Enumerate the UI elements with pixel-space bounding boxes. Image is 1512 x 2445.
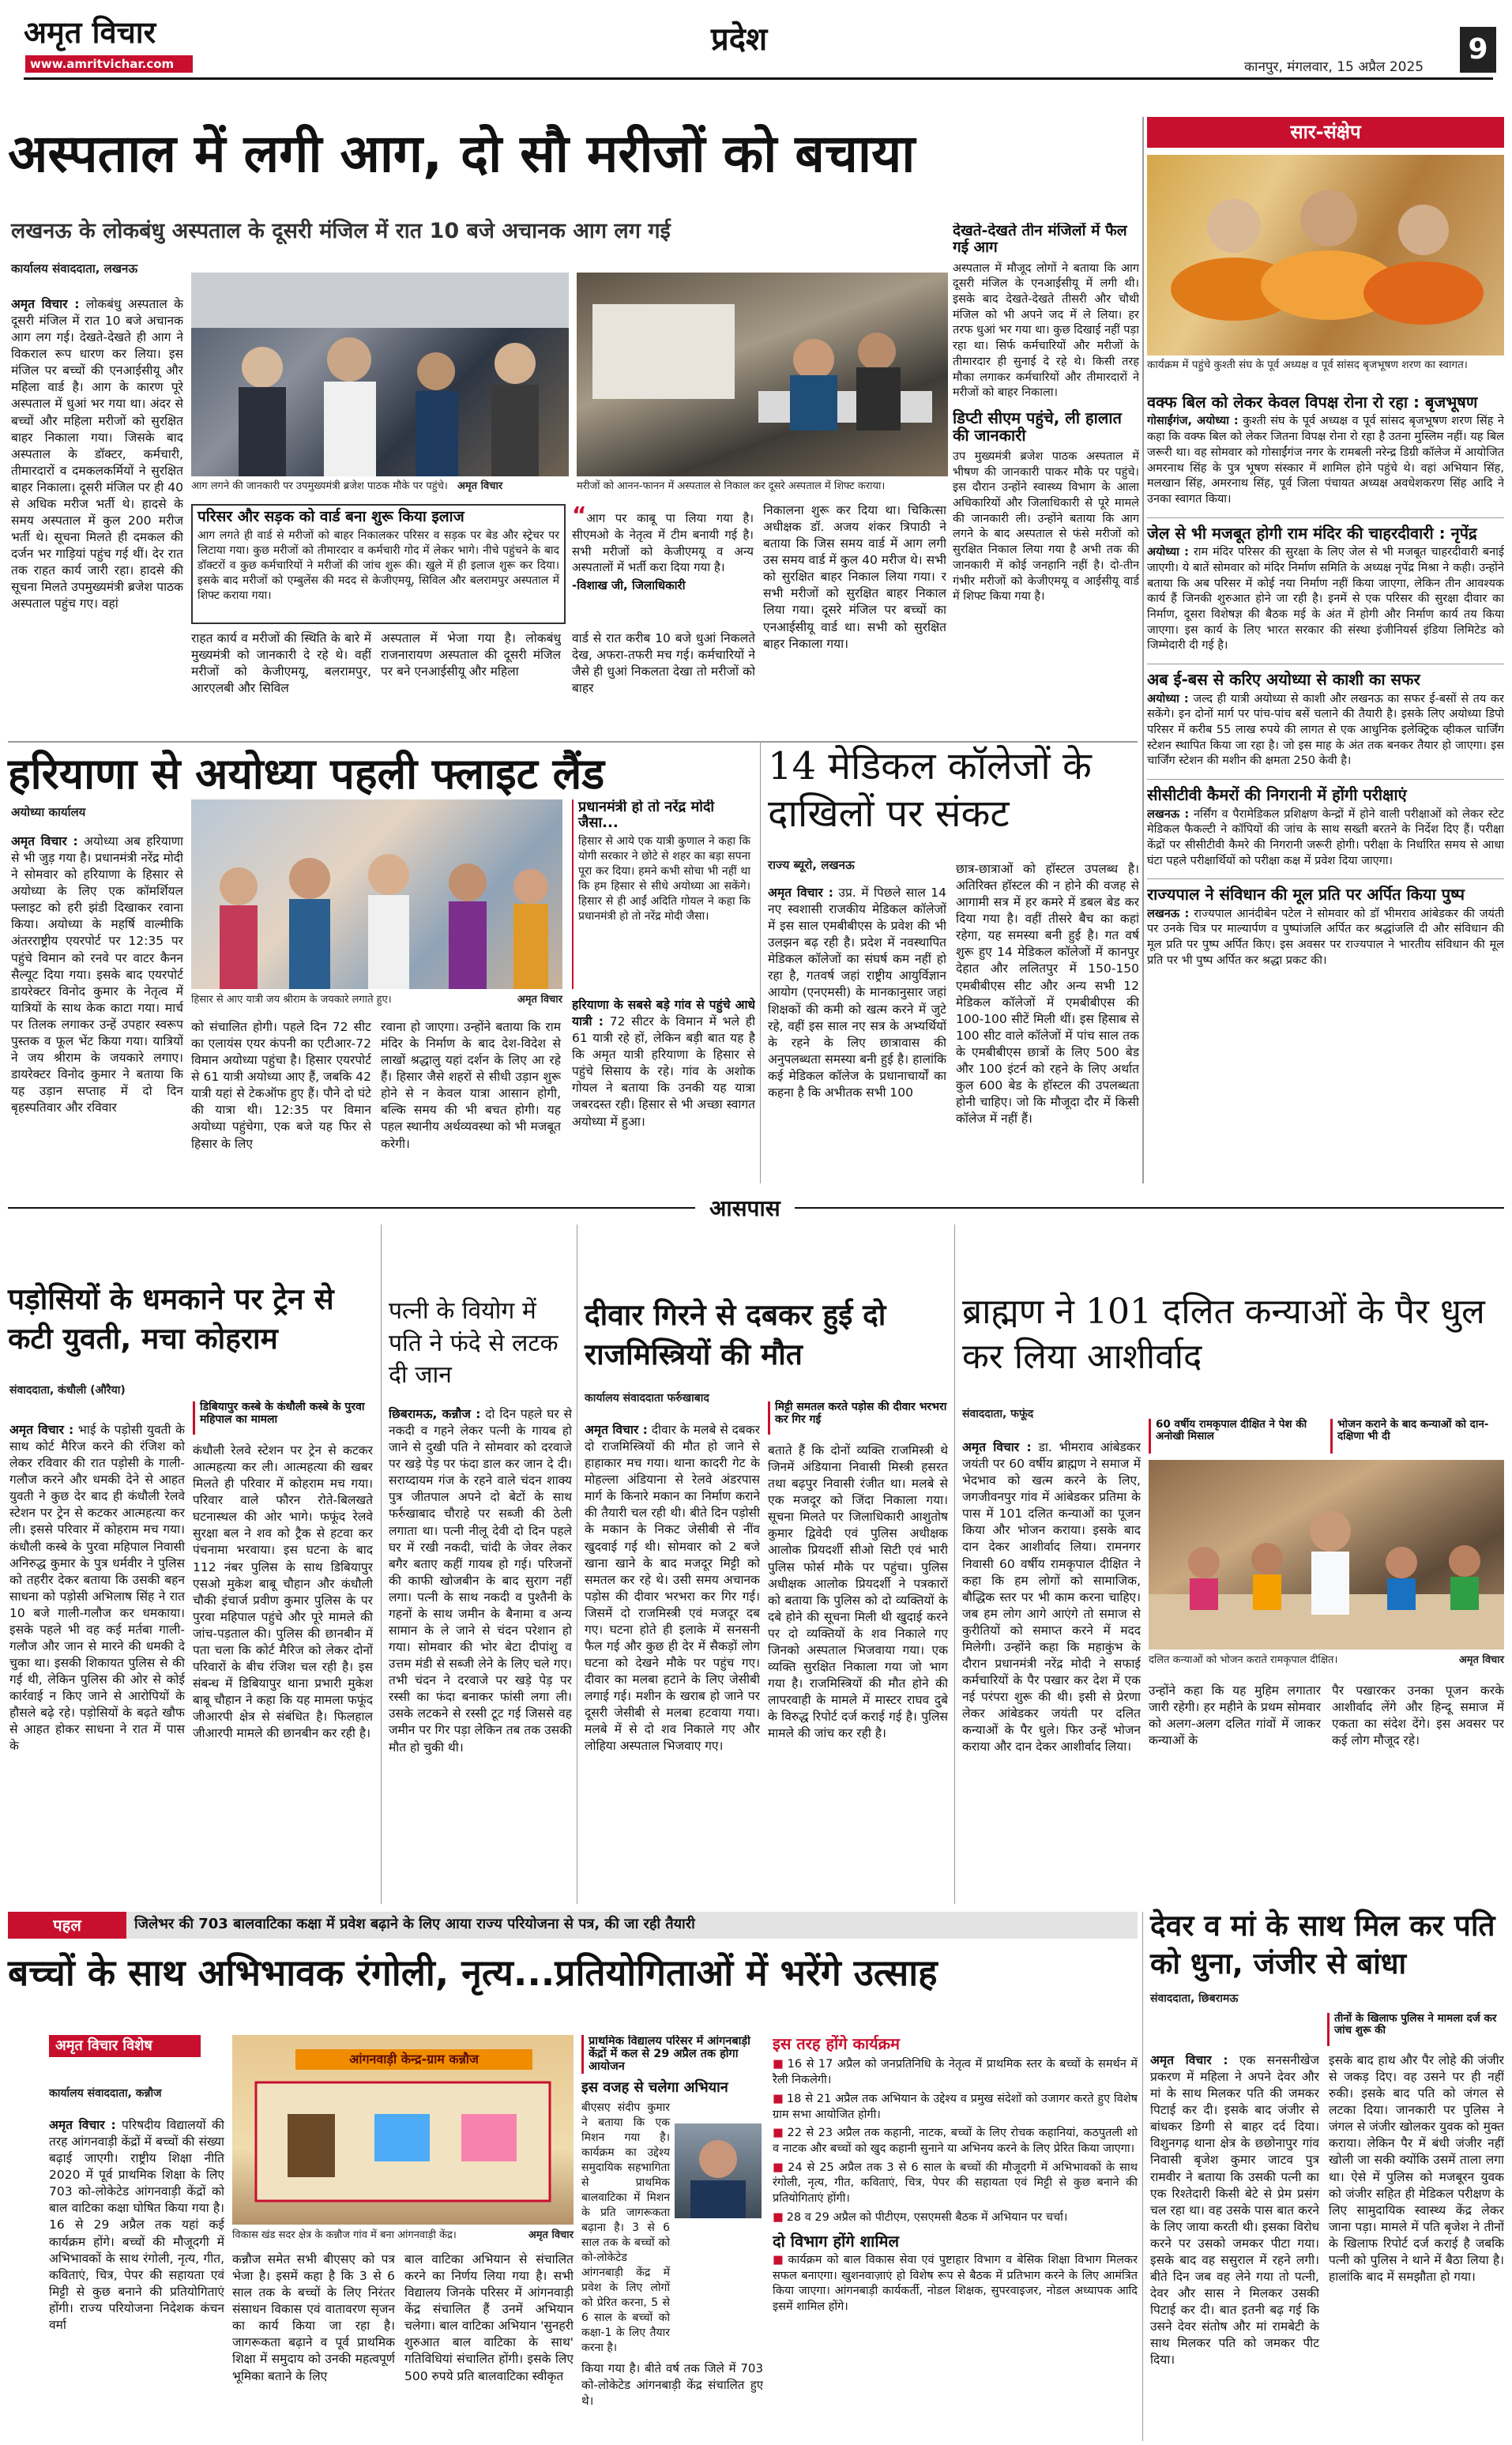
patni-text-1: दो दिन पहले घर से नकदी व गहने लेकर पत्नी के गायब हो जाने से दुखी पति ने सोमवार को दरवाजे पर खड़े पेड़ पर फंदा डाल कर जान दे दी। सराय्दायम गंज के रहने वाले चंदन शाक्य पुत्र जीतपाल अपने दो बेटों के साथ फर्रुखाबाद चौराहे पर सब्जी की ठेली लगाता था। पत्नी नीलू देवी दो दिन पहले घर में रखी नकदी, चांदी के जेवर लेकर बगैर बताए कहीं गायब हो गई। परिजनों की काफी खोजबीन के बाद सुराग नहीं लगा। पत्नी के साथ नकदी व पुश्तैनी के गहनों के साथ जमीन के बैनामा व अन्य सामान के ले जाने से चंदन परेशान हो गया। सोमवार की भोर बेटा दीपांशु व उत्तम मंडी से सब्जी लेने के लिए चले गए। तभी चंदन ने दरवाजे पर खड़े पेड़ पर रस्सी का फंदा बनाकर फांसी लगा ली। उसके लटकने से रस्सी टूट गई जिससे वह जमीन पर गिर पड़ा लेकिन तब तक उसकी मौत हो चुकी थी। (389, 1407, 572, 1755)
fire-inset-text: आग लगते ही वार्ड से मरीजों को बाहर निकालकर परिसर व सड़क पर बेड और स्ट्रेचर पर लिटाया गया। कुछ मरीजों को तीमारदार व कर्मचारी गोद में लेकर भागे। नीचे पहुंचने के बाद डॉक्टरों व कुछ कर्मचारियों ने मरीजों की जांच शुरू की। खुले में ही इलाज शुरू कर दिया। इसके बाद मरीजों को एम्बुलेंस की मदद से केजीएमयू, सिविल और बलरामपुर अस्पताल में शिफ्ट कराया गया। (197, 529, 559, 603)
stretcher-illustration (577, 273, 948, 476)
fire-sidebar (953, 223, 1139, 736)
fire-photo-1-caption (191, 480, 569, 494)
anganwadi-sign: आंगनवाड़ी केन्द्र-ग्राम कन्नौज (295, 2049, 532, 2070)
haryana-lead: अमृत विचार : (11, 834, 78, 848)
pahal-banner (8, 1912, 1138, 1939)
medical-text-1: उप्र. में पिछले साल 14 नए स्वशासी राजकीय मेडिकल कॉलेजों में इस साल एमबीबीएस के प्रवेश की भी उलझन बढ़ रही है। प्रदेश में नवस्थापित मेडिकल कॉलेजों का संघर्ष कम नहीं हो रहा है, गतवर्ष जहां राष्ट्रीय आयुर्विज्ञान आयोग (एनएमसी) के मानकानुसार जहां शिक्षकों की कमी को खत्म करने में जुटे रहे, वहीं इस साल नए सत्र के अभ्यर्थियों के रहने के लिए छात्रावास की अनुपलब्धता समस्या बनी हुई है। हालांकि कई मेडिकल कॉलेज के प्रधानाचार्यों का कहना है कि अभीतक सभी 100 (768, 886, 946, 1100)
padosi-kicker-text: डिबियापुर कस्बे के कंधौली कस्बे के पुरवा महिपाल का मामला (200, 1401, 365, 1426)
pahal-box (581, 2035, 763, 2434)
haryana-col4-text: 72 सीटर के विमान में भले ही 61 यात्री रहे हों, लेकिन बड़ी बात यह है कि अमृत यात्री हरियाणा के हिसार से पहुंचे सिसाय के रहे। गांव के अशोक गोयल ने बताया कि उनकी यह यात्रा जबरदस्त रही। हिसार से भी अच्छा स्वागत अयोध्या में हुआ। (572, 1014, 755, 1129)
prog-text: 18 से 21 अप्रैल तक अभियान के उद्देश्य व प्रमुख संदेशों को उजागर करते हुए विशेष ग्राम सभा आयोजित होगी। (773, 2092, 1138, 2121)
aaspaas-label: आसपास (695, 1194, 795, 1222)
pahal-prog-item (773, 2057, 1138, 2088)
padosi-column-1 (9, 1422, 185, 1888)
fire-sidebar-title: देखते-देखते तीन मंजिलों में फैल गई आग (953, 223, 1127, 257)
fire-dycm-title: डिप्टी सीएम पहुंचे, ली हालात की जानकारी (953, 408, 1122, 446)
photo-credit: अमृत विचार (1458, 1654, 1504, 1666)
sar-item-title: राज्यपाल ने संविधान की मूल प्रति पर अर्पित किया पुष्प (1147, 885, 1465, 905)
brahman-text-1: डा. भीमराव आंबेडकर जयंती पर 60 वर्षीय ब्राह्मण ने समाज में भेदभाव को खत्म करने के लिए, जगजीवनपुर गांव में आंबेडकर प्रतिमा के पास में 101 दलित कन्याओं का पूजन किया और भोजन कराया। इसके बाद दान देकर आशीर्वाद लिया। रामनगर निवासी 60 वर्षीय रामकृपाल दीक्षित ने कहा कि हम लोगों को सामाजिक, बौद्धिक स्तर पर भी काम करना चाहिए। जब हम लोग आगे आएंगे तो समाज से कुरीतियों को समाप्त करने में मदद मिलेगी। उन्होंने कहा कि महाकुंभ के दौरान प्रधानमंत्री नरेंद्र मोदी ने सफाई कर्मचारियों के पैर पखार कर देश में एक नई परंपरा शुरू की थी। इसी से प्रेरणा लेकर आंबेडकर जयंती पर दलित कन्याओं के पैर धुले। फिर उन्हें भोजन कराया और दान देकर आशीर्वाद लिया। (962, 1440, 1141, 1755)
caption-text: विकास खंड सदर क्षेत्र के कन्नौज गांव में बना आंगनवाड़ी केंद्र। (232, 2229, 457, 2241)
deewar-column-2: बताते हैं कि दोनों व्यक्ति राजमिस्त्री थे जिनमें अंडियाना निवासी मिस्त्री हसरत तथा बढ़पुर निवासी रंजीत था। मलबे से एक मजदूर को जिंदा निकाला गया। सूचना मिलते पर जिलाधिकारी आशुतोष कुमार द्विवेदी एवं पुलिस अधीक्षक आलोक प्रियदर्शी सीओ सिटी एवं भारी पुलिस फोर्स मौके पर पहुंचा। पुलिस अधीक्षक आलोक प्रियदर्शी ने पत्रकारों को बताया कि पुलिस को दो व्यक्तियों के दबे होने की सूचना मिली थी खुदाई करने पर दो व्यक्तियों के शव निकाले गए जिनको अस्पताल भिजवाया गया। एक व्यक्ति सुरक्षित निकाला गया जो भाग गया है। राजमिस्त्रियों की मौत होने की लापरवाही के मामले में मास्टर राघव दुबे के विरुद्ध रिपोर्ट दर्ज कराई गई है। पुलिस मामले की जांच कर रही है। (768, 1443, 948, 1741)
deewar-headline: दीवार गिरने से दबकर हुई दो राजमिस्त्रियों की मौत (585, 1298, 886, 1371)
quote-body: आग पर काबू पा लिया गया है। सीएमओ के नेतृत्व में टीम बनायी गई है। सभी मरीजों को केजीएमयू व अन्य अस्पतालों में भर्ती करा दिया गया है। (572, 511, 754, 575)
sar-item-body: राज्यपाल आनंदीबेन पटेल ने सोमवार को डॉ भीमराव आंबेडकर की जयंती पर उनके चित्र पर माल्यार्पण व पुष्पांजलि अर्पित कर श्रद्धांजलि दी और संविधान की मूल प्रति पर पुष्प अर्पित किए। इस अवसर पर राज्यपाल ने भारतीय संविधान की मूल प्रति पर भी पुष्प अर्पित कर श्रद्धा प्रकट की। (1147, 907, 1504, 967)
sar-divider (1142, 117, 1144, 1183)
sar-item (1147, 878, 1504, 969)
medical-lead: अमृत विचार : (768, 886, 833, 900)
sar-item-title: वक्फ बिल को लेकर केवल विपक्ष रोना रो रहा : बृजभूषण (1147, 393, 1478, 412)
masthead-rule (24, 77, 1493, 80)
fire-quote-text (572, 502, 754, 576)
haryana-quote-text: हिसार से आये एक यात्री कुणाल ने कहा कि योगी सरकार ने छोटे से शहर का बड़ा सपना पूरा कर दिया। हमने कभी सोचा भी नहीं था कि हम हिसार से सीधे अयोध्या आ सकेंगे। हिसार से ही आईं अदिति गोयल ने कहा कि प्रधानमंत्री हो तो नरेंद्र मोदी जैसा। (578, 835, 750, 923)
pahal-vibhag-text (773, 2253, 1138, 2315)
padosi-column-2: कंधौली रेलवे स्टेशन पर ट्रेन से कटकर आत्महत्या कर ली। आत्महत्या की खबर मिलते ही परिवार में कोहराम मच गया। परिवार वाले फौरन रोते-बिलखते घटनास्थल की ओर भागे। फफूंद रेलवे सुरक्षा बल ने शव को ट्रैक से हटवा कर पंचनामा भरवाया। इस घटना के बाद 112 नंबर पुलिस के साथ डिबियापुर एसओ मुकेश बाबू चौहान और कंधौली चौकी इंचार्ज प्रवीण कुमार पुलिस के पर पुरवा महिपाल पहुंचे और पूरे मामले की जांच-पड़ताल की। पुलिस की छानबीन में पता चला कि कोर्ट मैरिज को लेकर दोनों परिवारों के बीच रंजिश चल रही है। इस संबन्ध में डिबियापुर थाना प्रभारी मुकेश बाबू चौहान ने कहा कि यह मामला फफूंद जीआरपी क्षेत्र से संबंधित है। फिलहाल जीआरपी मामले की छानबीन कर रही है। (193, 1443, 373, 1741)
fire-headline: अस्पताल में लगी आग, दो सौ मरीजों को बचाया (8, 123, 916, 184)
brahman-lead: अमृत विचार : (962, 1440, 1032, 1454)
pahal-box-title: प्राथमिक विद्यालय परिसर में आंगनबाड़ी केंद्रों में कल से 29 अप्रैल तक होगा आयोजन (581, 2035, 763, 2074)
medical-column-2: छात्र-छात्राओं को हॉस्टल उपलब्ध है। अतिरिक्त हॉस्टल की न होने की वजह से आगामी सत्र में हर कमरे में डबल बेड कर दिया गया है। वहीं तीसरे बैच का कहां रहेगा, यह समस्या बनी हुई है। गत वर्ष शुरू हुए 14 मेडिकल कॉलेजों में कानपुर देहात और ललितपुर में 150-150 एमबीबीएस सीट और अन्य सभी 12 मेडिकल कॉलेजों में एमबीबीएस की 100-100 सीटें मिली थीं। इस हिसाब से 100 सीट वाले कॉलेजों में पांच साल तक के एमबीबीएस छात्रों के लिए 500 बेड और 100 इंटर्न को रहने के लिए अर्थात कुल 600 बेड के हॉस्टल की उपलब्धता होनी चाहिए। जो कि मौजूदा दौर में किसी कॉलेज में नहीं हैं। (956, 862, 1139, 1127)
devar-lead: अमृत विचार : (1150, 2053, 1228, 2067)
fire-text-1: लोकबंधु अस्पताल के दूसरी मंजिल में रात 10 बजे अचानक आग लग गई। देखते-देखते ही आग ने विकराल रूप धारण कर लिया। इस मंजिल पर बच्चों की एनआईसीयू और महिला वार्ड है। आग के कारण पूरे अस्पताल में धुआं भर गया था। अंदर से बच्चों और महिला मरीजों को सुरक्षित बाहर निकाला गया। जिसके बाद अस्पताल के डॉक्टर, कर्मचारी, तीमारदारों व दमकलकर्मियों ने सुरक्षित बाहर निकाला। दूसरी मंजिल पर ही 40 से अधिक मरीज भर्ती थे। हादसे के समय अस्पताल में कुल 200 मरीज भर्ती थे। सूचना मिलते ही दमकल की दर्जन भर गाड़ियां पहुंच गई थीं। देर रात तक राहत कार्य जारी रहा। हादसे की सूचना मिलते उपमुख्यमंत्री ब्रजेश पाठक अस्पताल पहुंच गए। वहां (11, 297, 183, 611)
bullet-icon: ■ (773, 2092, 784, 2105)
sar-item-body: नर्सिंग व पैरामेडिकल प्रशिक्षण केन्द्रों में होने वाली परीक्षाओं को लेकर स्टेट मेडिकल फैकल्टी ने कॉपियों की जांच के साथ सख्ती बरतने के निर्देश दिए हैं। परीक्षा केंद्रों पर सीसीटीवी कैमरे की निगरानी जरूरी होगी। परीक्षा के निर्धारित समय से आधा घंटा पहले परीक्षार्थियों को परीक्षा कक्ष में प्रवेश दिया जाएगा। (1147, 807, 1504, 867)
fire-column-1 (11, 296, 183, 735)
devar-text-1: एक सनसनीखेज प्रकरण में महिला ने अपने देवर और मां के साथ मिलकर पति की जमकर पिटाई कर दी। इसके बाद जंजीर से बांधकर डिग्गी से बाहर दर्द दिया। विशुनगढ़ थाना क्षेत्र के छछोनापुर गांव निवासी बृजेश कुमार जाटव पुत्र रामवीर ने बताया कि उसकी पत्नी का एक रिश्तेदारी किसी बेटे से प्रेम प्रसंग चल रहा था। वह उसके पास बात करने के लिए जाया करती थी। इसका विरोध करने पर उसको जमकर पीटा गया। इसके बाद वह ससुराल में रहने लगी। बीते दिन जब वह लेने गया तो पत्नी, देवर और सास ने मिलकर उसकी पिटाई कर दी। बात इतनी बढ़ गई कि उसने देवर संतोष और मां रामबेटी के साथ मिलकर पति को जमकर पीट दिया। (1150, 2053, 1319, 2368)
caption-text: दलित कन्याओं को भोजन कराते रामकृपाल दीक्षित। (1149, 1654, 1338, 1666)
pahal-prog-title: इस तरह होंगे कार्यक्रम (773, 2035, 900, 2053)
sar-item-lead: गोसाईंगंज, अयोध्या : (1147, 415, 1239, 428)
pahal-byline: कार्यालय संवाददाता, कन्नौज (49, 2087, 162, 2100)
padosi-lead: अमृत विचार : (9, 1423, 74, 1437)
sar-item-lead: लखनऊ : (1147, 907, 1190, 920)
pahal-column-4: किया गया है। बीते वर्ष तक जिले में 703 को-लोकेटेड आंगनबाड़ी केंद्र संचालित हुए थे। (581, 2361, 763, 2409)
photo-credit: अमृत विचार (517, 994, 562, 1006)
deewar-column-1 (585, 1422, 760, 1888)
fire-photo-2 (577, 273, 948, 476)
devar-byline: संवाददाता, छिबरामऊ (1150, 1992, 1239, 2005)
haryana-column-4 (572, 997, 755, 1181)
brahman-photo (1149, 1460, 1504, 1649)
bullet-icon: ■ (773, 2058, 784, 2071)
sar-item-text (1147, 545, 1504, 654)
patni-divider-left (381, 1224, 382, 1904)
fire-quote-box (572, 502, 754, 621)
fire-photo-1 (191, 273, 569, 476)
devar-headline: देवर व मां के साथ मिल कर पति को धुना, जंजीर से बांधा (1150, 1909, 1495, 1981)
brahman-headline: ब्राह्मण ने 101 दलित कन्याओं के पैर धुल कर लिया आशीर्वाद (962, 1292, 1485, 1378)
sar-item-title: सीसीटीवी कैमरों की निगरानी में होंगी परीक्षाएं (1147, 785, 1407, 805)
brahman-divider-left (954, 1224, 955, 1904)
garland-illustration (1147, 155, 1504, 355)
masthead-logo: अमृत विचार (24, 15, 156, 50)
pahal-vibhag-title: दो विभाग होंगे शामिल (773, 2231, 900, 2251)
sar-item (1147, 779, 1504, 869)
deewar-lead: अमृत विचार : (585, 1423, 648, 1437)
sar-item-text (1147, 807, 1504, 870)
patni-lead: छिबरामऊ, कन्नौज : (389, 1407, 481, 1421)
haryana-photo (191, 799, 562, 989)
haryana-column-3: रवाना हो जाएगा। उन्होंने बताया कि राम मंदिर के निर्माण के बाद देश-विदेश से लाखों श्रद्धालु यहां दर्शन के लिए आ रहे हैं। हिसार जैसे शहरों से सीधी उड़ान शुरू होने से न केवल यात्रा आसान होगी, बल्कि समय की भी बचत होगी। यह पहल स्थानीय अर्थव्यवस्था को भी मजबूत करेगी। (381, 1020, 561, 1151)
devar-column-2: इसके बाद हाथ और पैर लोहे की जंजीर से जकड़ दिए। वह उसने पर ही नहीं रुकी। इसके बाद पति को जंगल से लटका दिया। जानकारी पर पुलिस ने जंगल से जंजीर खोलकर युवक को मुक्त कराया। लेकिन पैर में बंधी जंजीर नहीं खोली जा सकी क्योंकि उसमें ताला लगा था। ऐसे में पुलिस को मजबूरन युवक को जंजीर सहित ही मेडिकल परीक्षण के लिए सामुदायिक स्वास्थ्य केंद्र लेकर जाना पड़ा। मामले में पति बृजेश ने तीनों के खिलाफ रिपोर्ट दर्ज कराई है जबकि पत्नी को पुलिस ने थाने में बैठा लिया है। हालांकि बाद में समझौता हो गया। (1329, 2053, 1504, 2285)
prog-text: 28 व 29 अप्रैल को पीटीएम, एसएमसी बैठक में अभियान पर चर्चा। (786, 2210, 1068, 2224)
sar-item-lead: लखनऊ : (1147, 807, 1190, 821)
haryana-quote-box (572, 799, 755, 989)
medical-byline: राज्य ब्यूरो, लखनऊ (768, 858, 855, 872)
brahman-column-3: पैर पखारकर उनका पूजन करके आशीर्वाद लेंगे और हिन्दू समाज में एकता का संदेश देंगे। इस अवसर पर कई लोग मौजूद रहे। (1332, 1683, 1504, 1748)
section-label: प्रदेश (711, 21, 768, 58)
brahman-byline: संवाददाता, फफूंद (962, 1408, 1034, 1420)
pahal-column-1 (49, 2117, 224, 2433)
pahal-column-2: कन्नौज समेत सभी बीएसए को पत्र भेजा है। इसमें कहा है कि 3 से 6 साल तक के बच्चों के लिए निरंतर संसाधन विकास एवं वातावरण सृजन का कार्य किया जा रहा है। जागरूकता बढ़ाने व पूर्व प्राथमिक शिक्षा में समुदाय को उनकी महत्वपूर्ण भूमिका बताने के लिए (232, 2252, 395, 2383)
masthead-website: www.amritvichar.com (25, 55, 193, 73)
prog-text: 24 से 25 अप्रैल तक 3 से 6 साल के बच्चों की मौजूदगी में अभिभावकों के साथ रंगोली, नृत्य, गीत, कविताएं, चित्र, पेपर की सहायता एवं मिट्टी से कुछ बनाने की प्रतियोगिताएं होंगी। (773, 2161, 1138, 2206)
vibhag-text: कार्यक्रम को बाल विकास सेवा एवं पुष्टाहार विभाग व बेसिक शिक्षा विभाग मिलकर सफल बनाएगा। खुशनवाज़ाएं हो विशेष रूप से बैठक में प्रतिभाग करने के लिए आमंत्रित किया जाएगा। आंगनबाड़ी कार्यकर्ती, नोडल शिक्षक, सुपरवाइजर, नोडल अध्यापक आदि इसमें शामिल होंगे। (773, 2253, 1138, 2314)
page-number: 9 (1460, 27, 1496, 73)
pahal-prog-item (773, 2161, 1138, 2207)
sar-item-body: कुश्ती संघ के पूर्व अध्यक्ष व पूर्व सांसद बृजभूषण शरण सिंह ने कहा कि वक्फ बिल को लेकर जितना विपक्ष रोना रो रहा है उतना मुस्लिम नहीं। यह बिल जरूरी था। वह सोमवार को गोसाईंगंज नगर के रामबली नरेन्द्र डिग्री कॉलेज में आयोजित अमरनाथ सिंह के पुत्र भूषण संस्कार में शामिल होने पहुंचे थे। वहां अभियान सिंह, मलखान सिंह, अमरनाथ सिंह, पूर्व जिला पंचायत अध्यक्ष अवधेशकरण सिंह आदि ने उनका स्वागत किया। (1147, 415, 1504, 506)
haryana-text-1: अयोध्या अब हरियाणा से भी जुड़ गया है। प्रधानमंत्री नरेंद्र मोदी ने सोमवार को हरियाणा के हिसार से अयोध्या के लिए एक कॉमर्शियल फ्लाइट को हरी झंडी दिखाकर रवाना किया। अयोध्या के महर्षि वाल्मीकि अंतरराष्ट्रीय एयरपोर्ट पर 12:35 पर पहुंचे विमान को रनवे पर वाटर कैनन सैल्यूट दिया गया। इसके बाद एयरपोर्ट डायरेक्टर विनोद कुमार के नेतृत्व में यात्रियों के साथ केक काटा गया। मार्च पर तिलक लगाकर उन्हें उपहार स्वरूप पुस्तक व फूल भेंट किया गया। यात्रियों ने जय श्रीराम के जयकारे लगाए। डायरेक्टर विनोद कुमार ने बताया कि यह उड़ान सप्ताह में दो दिन बृहस्पतिवार और रविवार (11, 834, 183, 1115)
fire-dycm-text: उप मुख्यमंत्री ब्रजेश पाठक अस्पताल में भीषण की जानकारी पाकर मौके पर पहुंचे। इस दौरान उन्होंने स्वास्थ्य विभाग के आला अधिकारियों और जिलाधिकारी से पूरे मामले की जानकारी ली। उन्होंने बताया कि आग लगने के बाद अस्पताल से फंसे मरीजों को सुरक्षित निकाल लिया गया है अभी तक की जानकारी में कोई जनहानि नहीं है। दो-तीन गंभीर मरीजों को केजीएमयू व आईसीयू वार्ड में शिफ्ट किया गया है। (953, 450, 1139, 604)
brahman-photo-caption (1149, 1654, 1504, 1668)
fire-subhead: लखनऊ के लोकबंधु अस्पताल के दूसरी मंजिल में रात 10 बजे अचानक आग लग गई (11, 219, 671, 243)
haryana-byline: अयोध्या कार्यालय (11, 805, 86, 819)
pahal-box-text: बीएसए संदीप कुमार ने बताया कि एक मिशन गया है। कार्यक्रम का उद्देश्य समुदायिक सहभागिता से प्राथमिक बालवाटिका में मिशन के प्रति जागरूकता बढ़ाना है। 3 से 6 साल तक के बच्चों को को-लोकेटेड आंगनबाड़ी केंद्र में प्रवेश के लिए लोगों को प्रेरित करना, 5 से 6 साल के बच्चों को कक्षा-1 के लिए तैयार करना है। (581, 2101, 670, 2355)
pahal-strap: जिलेभर की 703 बालवाटिका कक्षा में प्रवेश बढ़ाने के लिए आया राज्य परियोजना से पत्र, की जा रही तैयारी (134, 1916, 695, 1932)
fire-column-d: निकालना शुरू कर दिया था। चिकित्सा अधीक्षक डॉ. अजय शंकर त्रिपाठी ने बताया कि जिस समय वार्ड में आग लगी उस समय वार्ड में कुल 40 मरीज थे। सभी को सुरक्षित बाहर निकाल लिया गया। र सभी मरीजों को सुरक्षित बाहर निकाल लिया गया। दूसरे मंजिल पर बच्चों का एनआईसीयू वार्ड था। सभी को सुरक्षित बाहर निकाला गया। (763, 503, 946, 651)
building-illustration (232, 2035, 574, 2225)
medical-divider (760, 741, 761, 1183)
sar-item-body: राम मंदिर परिसर की सुरक्षा के लिए जेल से भी मजबूत चाहरदीवारी बनाई जाएगी। ये बातें सोमवार को मंदिर निर्माण समिति के अध्यक्ष नृपेंद्र मिश्रा ने कही। उन्होंने बताया कि अब परिसर में कोई नया निर्माण नहीं किया जाएगा, लेकिन तीन आवश्यक कार्य हैं जिनकी शुरुआत होने जा रही है। इनमें से एक परिसर की सुरक्षा दीवार का निर्माण, दूसरा विशेषज्ञ की बैठक मई के अंत में होगी और निर्माण कार्य तय किया जाएगा। इस कार्य के लिए भारत सरकार की संस्था इंजीनियर्स इंडिया लिमिटेड को जिम्मेदारी दी गई है। (1147, 546, 1504, 653)
padosi-kicker (193, 1401, 375, 1435)
sar-photo (1147, 155, 1504, 355)
sar-item (1147, 517, 1504, 654)
brahman-kicker-1-text: 60 वर्षीय रामकृपाल दीक्षित ने पेश की अनोखी मिसाल (1156, 1418, 1307, 1443)
devar-column-1 (1150, 2052, 1319, 2436)
sar-item-lead: अयोध्या : (1147, 692, 1189, 705)
pahal-column-3: बाल वाटिका अभियान से संचालित करने का निर्णय लिया गया है। सभी विद्यालय जिनके परिसर में आंगनवाड़ी केंद्र संचालित हैं उनमें अभियान चलेगा। बाल वाटिका अभियान 'सुनहरी शुरुआत बाल वाटिका के साथ' गतिविधियां संचालित होंगी। इसके लिए 500 रुपये प्रति बालवाटिका स्वीकृत (404, 2252, 574, 2383)
sar-item-body: जल्द ही यात्री अयोध्या से काशी और लखनऊ का सफर ई-बसों से तय कर सकेंगे। इन दोनों मार्ग पर पांच-पांच बसें चलाने की तैयारी है। इसके लिए अयोध्या डिपो परिसर में करीब 55 लाख रुपये की लागत से एक आधुनिक इलेक्ट्रिक व्हीकल चार्जिंग स्टेशन स्थापित किया जा रहा है। जो इस माह के अंत तक बनकर तैयार हो जाएगा। इस चार्जिंग स्टेशन की मशीन की क्षमता 250 केवी है। (1147, 692, 1504, 768)
bullet-icon: ■ (773, 2127, 784, 2140)
devar-kicker (1327, 2013, 1506, 2046)
pahal-program-box (773, 2035, 1138, 2434)
officer-portrait (675, 2123, 762, 2218)
sar-item-text (1147, 692, 1504, 770)
bullet-icon: ■ (773, 2210, 784, 2224)
devar-kicker-text: तीनों के खिलाफ पुलिस ने मामला दर्ज कर जांच शुरू की (1334, 2012, 1497, 2037)
deewar-byline: कार्यालय संवाददाता फर्रुखाबाद (585, 1392, 709, 1405)
brahman-column-2: उन्होंने कहा कि यह मुहिम लगातार जारी रहेगी। हर महीने के प्रथम सोमवार को अलग-अलग दलित गांवों में जाकर कन्याओं के (1149, 1683, 1321, 1748)
pahal-photo-caption (232, 2229, 574, 2243)
pahal-lead: अमृत विचार : (49, 2118, 116, 2132)
padosi-headline: पड़ोसियों के धमकाने पर ट्रेन से कटी युवती, मचा कोहराम (8, 1282, 334, 1356)
pahal-prog-item (773, 2092, 1138, 2123)
officer-photo (675, 2123, 762, 2218)
sar-item-text (1147, 414, 1504, 507)
photo-credit: अमृत विचार (528, 2229, 574, 2241)
pahal-headline: बच्चों के साथ अभिभावक रंगोली, नृत्य...प्रतियोगिताओं में भरेंगे उत्साह (8, 1951, 938, 1994)
deewar-kicker (768, 1401, 950, 1435)
brahman-kicker-2 (1330, 1419, 1506, 1454)
fire-byline: कार्यालय संवाददाता, लखनऊ (11, 261, 138, 276)
fire-photo-2-caption: मरीजों को आनन-फानन में अस्पताल से निकाल कर दूसरे अस्पताल में शिफ्ट कराया। (577, 480, 886, 492)
deewar-text-1: दीवार के मलबे से दबकर दो राजमिस्त्रियों की मौत हो जाने से हाहाकार मच गया। थाना कादरी गेट के मोहल्ला अंडियाना से रेलवे अंडरपास मार्ग के किनारे मकान का निर्माण कराने की तैयारी चल रही थी। बीते दिन पड़ोसी के मकान के निकट जेसीबी से नींव खुदवाई गई थी। सोमवार को 2 बजे खाना खाने के बाद मजदूर मिट्टी को समतल कर रहे थे। उसी समय अचानक पड़ोस की दीवार भरभरा कर गिर गई। जिसमें दो राजमिस्त्री एवं मजदूर दब गए। घटना होते ही इलाके में सनसनी फैल गई और कुछ ही देर में सैकड़ों लोग घटना को देखने मौके पर पहुंच गए। दीवार का मलबा हटाने के लिए जेसीबी लगाई गई। मशीन के खराब हो जाने पर दूसरी जेसीबी से मलबा हटवाया गया। मलबे में से दो शव निकाले गए और लोहिया अस्पताल भिजवाए गए। (585, 1423, 760, 1754)
haryana-photo-caption (191, 994, 562, 1007)
passengers-illustration (191, 799, 562, 989)
pahal-label: पहल (8, 1912, 126, 1939)
fire-inset-title: परिसर और सड़क को वार्ड बना शुरू किया इलाज (197, 508, 465, 525)
bullet-icon: ■ (773, 2161, 785, 2174)
pahal-vishesh-badge: अमृत विचार विशेष (49, 2035, 201, 2057)
quote-mark: “ (572, 502, 587, 528)
medical-headline: 14 मेडिकल कॉलेजों के दाखिलों पर संकट (768, 744, 1092, 836)
masthead (0, 0, 1512, 79)
sar-photo-caption: कार्यक्रम में पहुंचे कुश्ती संघ के पूर्व अध्यक्ष व पूर्व सांसद बृजभूषण शरण का स्वागत। (1147, 359, 1468, 371)
pahal-prog-item (773, 2210, 1138, 2226)
sar-item-title: जेल से भी मजबूत होगी राम मंदिर की चाहरदीवारी : नृपेंद्र (1147, 523, 1477, 543)
brahman-kicker-2-text: भोजन कराने के बाद कन्याओं को दान-दक्षिणा भी दी (1337, 1418, 1489, 1443)
pahal-box-sub: इस वजह से चलेगा अभियान (581, 2078, 728, 2096)
sar-title: सार-संक्षेप (1147, 117, 1504, 148)
brahman-kicker-1 (1149, 1419, 1325, 1454)
prog-text: 16 से 17 अप्रैल को जनप्रतिनिधि के नेतृत्व में प्राथमिक स्तर के बच्चों के समर्थन में रैली निकलेगी। (773, 2058, 1138, 2087)
fire-quote-by: -विशाख जी, जिलाधिकारी (572, 577, 686, 592)
pahal-photo (232, 2035, 574, 2225)
feast-illustration (1149, 1460, 1504, 1649)
photo-credit: अमृत विचार (457, 480, 503, 492)
haryana-column-1 (11, 833, 183, 1181)
dateline: कानपुर, मंगलवार, 15 अप्रैल 2025 (1244, 59, 1424, 75)
padosi-byline: संवाददाता, कंधौली (औरैया) (9, 1384, 126, 1397)
medical-column-1 (768, 885, 946, 1181)
sar-item-lead: अयोध्या : (1147, 546, 1189, 559)
prog-text: 22 से 23 अप्रैल तक कहानी, नाटक, बच्चों के लिए रोचक कहानियां, कठपुतली शो व नाटक और बच्चों को खुद कहानी सुनाने या अभिनय करने के लिए प्रेरित किया जाएगा। (773, 2127, 1138, 2155)
caption-text: आग लगने की जानकारी पर उपमुख्यमंत्री ब्रजेश पाठक मौके पर पहुंचे। (191, 480, 448, 492)
haryana-headline: हरियाणा से अयोध्या पहली फ्लाइट लैंड (8, 749, 605, 799)
sar-item-text (1147, 907, 1504, 969)
patni-column-1 (389, 1406, 572, 1888)
fire-column-b: अस्पताल में भेजा गया है। लोकबंधु राजनारायण अस्पताल की दूसरी मंजिल पर बने एनआईसीयू और महिला (381, 631, 561, 679)
fire-inset-box (191, 504, 566, 624)
sar-sidebar (1147, 117, 1504, 1183)
devar-divider-left (1142, 1912, 1143, 2441)
patni-headline: पत्नी के वियोग में पति ने फंदे से लटक दी जान (389, 1297, 559, 1389)
haryana-column-2: को संचालित होगी। पहले दिन 72 सीट का एलायंस एयर कंपनी का एटीआर-72 विमान अयोध्या पहुंचा है। हिसार एयरपोर्ट से 61 यात्री अयोध्या आए हैं, जबकि 42 यात्री यहां से टेकऑफ हुए हैं। पौने दो घंटे की यात्रा थी। 12:35 पर विमान अयोध्या पहुंचेगा, एक बजे यह फिर से हिसार के लिए (191, 1020, 371, 1151)
sar-item-title: अब ई-बस से करिए अयोध्या से काशी का सफर (1147, 670, 1420, 690)
haryana-quote-title: प्रधानमंत्री हो तो नरेंद्र मोदी जैसा... (578, 799, 715, 832)
caption-text: हिसार से आए यात्री जय श्रीराम के जयकारे लगाते हुए। (191, 994, 392, 1006)
haryana-col4-lead: हरियाणा के सबसे बड़े गांव से पहुंचे आधे यात्री : (572, 998, 755, 1029)
sar-item (1147, 393, 1504, 508)
sar-item (1147, 664, 1504, 769)
deewar-kicker-text: मिट्टी समतल करते पड़ोस की दीवार भरभरा कर गिर गई (775, 1401, 947, 1426)
fire-column-c: वार्ड से रात करीब 10 बजे धुआं निकलते देख, अफरा-तफरी मच गई। कर्मचारियों ने जैसे ही धुआं निकलता देखा तो मरीजों को बाहर (572, 631, 755, 696)
crowd-illustration (191, 273, 569, 476)
pahal-prog-item (773, 2126, 1138, 2157)
sar-items (1147, 393, 1504, 969)
brahman-column-1 (962, 1439, 1141, 1888)
fire-sidebar-text: अस्पताल में मौजूद लोगों ने बताया कि आग दूसरी मंजिल के एनआईसीयू में लगी थी। इसके बाद देखते-देखते तीसरी और चौथी मंजिल को भी अपने जद में ले लिया। हर तरफ धुआं भर गया था। कुछ दिखाई नहीं पड़ा रहा था। सिर्फ कर्मचारियों और मरीजों के तीमारदार ही सुनाई दे रहे थे। किसी तरह मौका लगाकर कर्मचारियों और तीमारदारों ने मरीजों को बाहर निकाला। (953, 261, 1139, 400)
bullet-icon: ■ (773, 2253, 785, 2266)
padosi-text-1: भाई के पड़ोसी युवती के साथ कोर्ट मैरिज करने की रंजिश को लेकर रविवार की रात पड़ोसी के गाली-गलौज करने और धमकी देने से आहत युवती ने कुछ देर बाद ही कंधौली रेलवे स्टेशन पर ट्रेन से कटकर आत्महत्या कर ली। इससे परिवार में कोहराम मच गया। कंधौली कस्बे के पुरवा महिपाल निवासी अनिरुद्ध कुमार के पुत्र धर्मवीर ने पुलिस को तहरीर देकर बताया कि उसकी बहन साधना को पड़ोसी अभिलाष सिंह ने रात 10 बजे गाली-गलौज कर धमकाया। इसके पहले भी वह कई मर्तबा गाली-गलौज और जान से मारने की धमकी दे चुका था। इसकी शिकायत पुलिस से की गई थी, लेकिन पुलिस की ओर से कोई कार्रवाई न किए जाने से आरोपियों के हौसले बढ़े रहे। पड़ोसियों के बढ़ते खौफ से आहत होकर साधना ने रात में पास के (9, 1423, 185, 1754)
pahal-text-1: परिषदीय विद्यालयों की तरह आंगनवाड़ी केंद्रों में बच्चों की संख्या बढ़ाई जाएगी। राष्ट्रीय शिक्षा नीति 2020 में पूर्व प्राथमिक शिक्षा के लिए 703 को-लोकेटेड आंगनवाड़ी केंद्रों को बाल वाटिका कक्षा घोषित किया गया है। 16 से 29 अप्रैल तक यहां कई कार्यक्रम होंगे। बच्चों की मौजूदगी में अभिभावकों के साथ रंगोली, नृत्य, गीत, कविताएं, चित्र, पेपर की सहायता एवं मिट्टी से कुछ बनाने की प्रतियोगिताएं होंगी। राज्य परियोजना निदेशक कंचन वर्मा (49, 2118, 224, 2332)
fire-column-a: राहत कार्य व मरीजों की स्थिति के बारे में मुख्यमंत्री को जानकारी दे रहे थे। वहीं मरीजों को केजीएमयू, बलरामपुर, आरएलबी और सिविल (191, 631, 371, 696)
fire-lead: अमृत विचार : (11, 297, 80, 311)
